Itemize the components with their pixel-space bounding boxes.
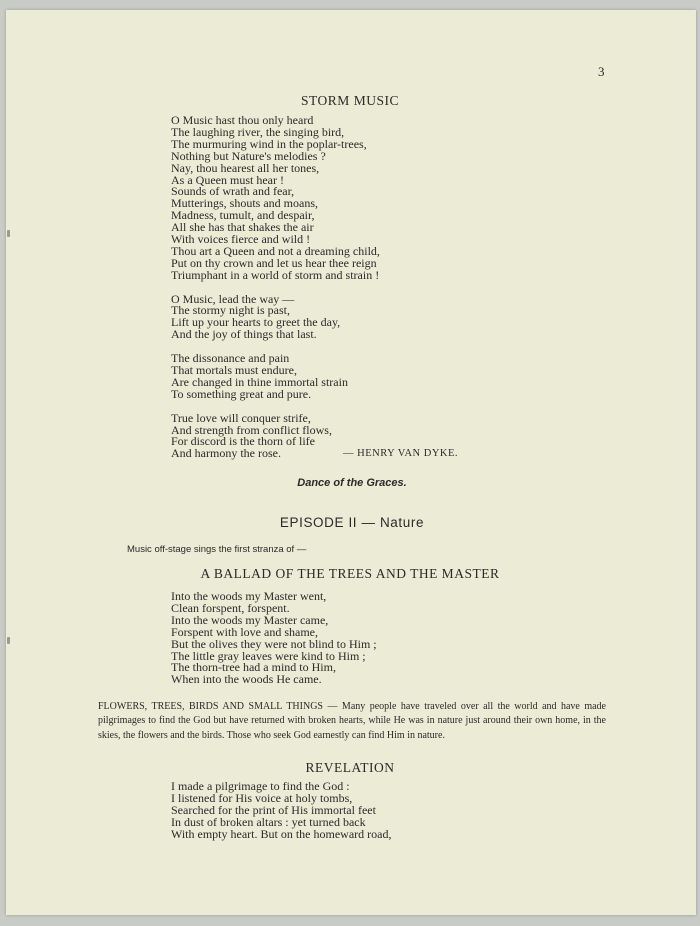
- poem-line: In dust of broken altars : yet turned back: [171, 814, 366, 829]
- poem-line: When into the woods He came.: [171, 672, 322, 687]
- revelation-poem: [171, 781, 391, 841]
- poem-line: The stormy night is past,: [171, 303, 290, 318]
- poem-line: [171, 448, 458, 460]
- prose-paragraph: FLOWERS, TREES, BIRDS AND SMALL THINGS — Many people have traveled over all the world and have made pilgrimages to find the God but have returned with broken hearts, while He was in nature just around their own home, in the skies, the flowers and the birds. Those who seek God earnestly can find Him in nature.: [98, 701, 606, 741]
- poem-line: Madness, tumult, and despair,: [171, 208, 315, 223]
- episode-title: EPISODE II — Nature: [279, 515, 425, 530]
- poem-line: Are changed in thine immortal strain: [171, 374, 348, 389]
- poem-line: And strength from conflict flows,: [171, 422, 332, 437]
- poem-line: I made a pilgrimage to find the God :: [171, 779, 350, 793]
- poem-line: But the olives they were not blind to Him ;: [171, 636, 377, 651]
- poem-line: Clean forspent, forspent.: [171, 600, 290, 615]
- poem-line: The murmuring wind in the poplar-trees,: [171, 136, 367, 151]
- poem-line: The thorn-tree had a mind to Him,: [171, 660, 336, 675]
- poem-line: Lift up your hearts to greet the day,: [171, 315, 341, 330]
- poem-line: As a Queen must hear !: [171, 172, 284, 187]
- page-number: 3: [598, 64, 605, 79]
- poem-line: The little gray leaves were kind to Him ;: [171, 648, 366, 663]
- poem-line: Nothing but Nature's melodies ?: [171, 148, 326, 163]
- poem-line: Mutterings, shouts and moans,: [171, 196, 318, 211]
- poem-line: Put on thy crown and let us hear thee reign: [171, 255, 377, 270]
- stage-instruction: Music off-stage sings the first stranza of —: [127, 544, 307, 555]
- poem-line: O Music hast thou only heard: [171, 113, 314, 127]
- revelation-title: REVELATION: [305, 760, 395, 775]
- poem-line: Into the woods my Master came,: [171, 612, 329, 627]
- poem-line-text: And harmony the rose.: [171, 446, 281, 461]
- poem-line: With empty heart. But on the homeward road,: [171, 826, 392, 841]
- poem-line: I listened for His voice at holy tombs,: [171, 790, 353, 805]
- poem-line: Thou art a Queen and not a dreaming child,: [171, 243, 380, 258]
- poem-line: O Music, lead the way —: [171, 291, 295, 306]
- poem-line: All she has that shakes the air: [171, 220, 314, 235]
- poem-line: Sounds of wrath and fear,: [171, 184, 295, 199]
- poem-line: And the joy of things that last.: [171, 327, 317, 342]
- poem-line: Into the woods my Master went,: [171, 589, 327, 603]
- poem-line: Forspent with love and shame,: [171, 624, 318, 639]
- storm-music-title: STORM MUSIC: [301, 93, 399, 108]
- poem-line: The dissonance and pain: [171, 351, 290, 366]
- poem-line: For discord is the thorn of life: [171, 434, 315, 449]
- poem-line: Nay, thou hearest all her tones,: [171, 160, 320, 175]
- storm-music-poem: [171, 115, 458, 460]
- poem-line: That mortals must endure,: [171, 363, 297, 377]
- ballad-title: A BALLAD OF THE TREES AND THE MASTER: [200, 566, 500, 581]
- poem-line: True love will conquer strife,: [171, 410, 311, 425]
- poem-line: To something great and pure.: [171, 386, 312, 401]
- poem-attribution: — HENRY VAN DYKE.: [342, 448, 459, 460]
- poem-line: Triumphant in a world of storm and strain !: [171, 267, 380, 282]
- poem-line: The laughing river, the singing bird,: [171, 124, 345, 139]
- ballad-poem: [171, 591, 377, 686]
- poem-line: Searched for the print of His immortal feet: [171, 802, 376, 817]
- binding-punch-mark: [7, 230, 10, 237]
- poem-line: With voices fierce and wild !: [171, 232, 311, 247]
- dance-note: Dance of the Graces.: [297, 477, 407, 489]
- binding-punch-mark: [7, 637, 10, 644]
